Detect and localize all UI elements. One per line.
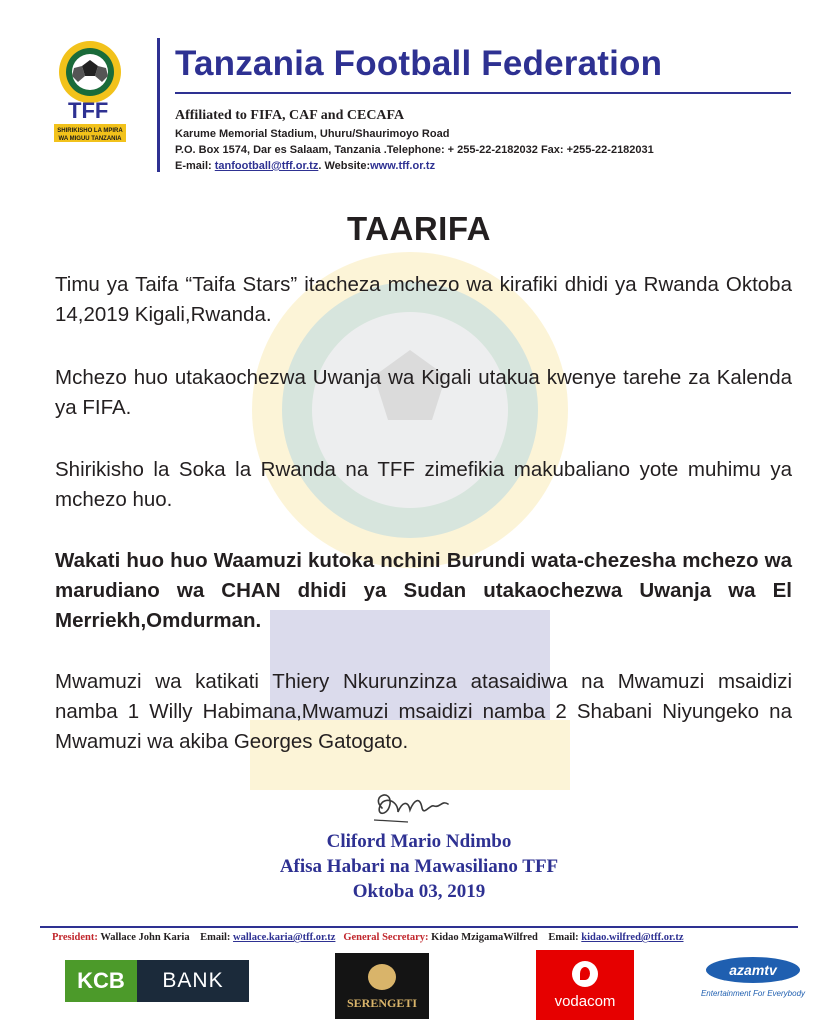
po-line: P.O. Box 1574, Dar es Salaam, Tanzania .Telephone: + 255-22-2182032 Fax: +255-22-2182031 <box>175 144 654 156</box>
president-email-label: Email: <box>200 932 231 943</box>
serengeti-text: SERENGETI <box>346 996 418 1010</box>
vodacom-logo <box>536 950 634 1020</box>
president-email-link[interactable]: wallace.karia@tff.or.tz <box>233 932 336 943</box>
org-name: Tanzania Football Federation <box>175 44 663 83</box>
logo-letters: TFF <box>68 98 109 123</box>
gs-name: Kidao MzigamaWilfred <box>431 932 538 943</box>
signatory-name: Cliford Mario Ndimbo <box>326 831 512 852</box>
leopard-icon <box>368 964 396 990</box>
website-label: . Website: <box>318 160 371 172</box>
document-title: TAARIFA <box>346 210 492 247</box>
kcb-bank-text: BANK <box>137 960 249 1002</box>
website-link[interactable]: www.tff.or.tz <box>370 160 436 172</box>
kcb-mark: KCB <box>65 960 137 1002</box>
serengeti-logo <box>335 953 429 1019</box>
paragraph-2: Mchezo huo utakaochezwa Uwanja wa Kigali utakua kwenye tarehe za Kalenda ya FIFA. <box>55 366 792 419</box>
title-rule <box>175 92 791 94</box>
gs-label: General Secretary: <box>343 932 429 943</box>
gs-email-link[interactable]: kidao.wilfred@tff.or.tz <box>581 932 684 943</box>
document-date: Oktoba 03, 2019 <box>352 881 486 902</box>
president-name: Wallace John Karia <box>100 932 190 943</box>
email-label: E-mail: <box>175 160 212 172</box>
address-line: Karume Memorial Stadium, Uhuru/Shaurimoyo Road <box>175 128 450 140</box>
vodacom-speechmark-icon <box>572 961 598 987</box>
logo-banner-line1: SHIRIKISHO LA MPIRA <box>57 128 123 134</box>
paragraph-4: Wakati huo huo Waamuzi kutoka nchini Burundi wata-chezesha mchezo wa marudiano wa CHAN dhidi ya Sudan utakaochezwa Uwanja wa El Merriekh,Omdurman. <box>55 549 792 632</box>
azam-tv-logo <box>688 957 818 1003</box>
email-link[interactable]: tanfootball@tff.or.tz <box>214 160 319 172</box>
footer-rule <box>40 926 798 928</box>
azam-tagline: Entertainment For Everybody <box>700 989 806 998</box>
azam-tv-text: azamtv <box>706 957 800 983</box>
gs-email-label: Email: <box>548 932 579 943</box>
vodacom-text: vodacom <box>554 992 616 1010</box>
paragraph-1: Timu ya Taifa “Taifa Stars” itacheza mchezo wa kirafiki dhidi ya Rwanda Oktoba 14,2019 Kigali,Rwanda. <box>55 273 792 326</box>
header-divider <box>157 38 160 172</box>
president-label: President: <box>52 932 98 943</box>
logo-banner-line2: WA MIGUU TANZANIA <box>58 136 122 142</box>
kcb-bank-logo <box>65 960 249 1002</box>
footer-contacts <box>52 932 684 943</box>
contact-line <box>175 160 435 172</box>
paragraph-5: Mwamuzi wa katikati Thiery Nkurunzinza atasaidiwa na Mwamuzi msaidizi namba 1 Willy Habimana,Mwamuzi msaidizi namba 2 Shabani Niyungeko na Mwamuzi wa akiba Georges Gatogato. <box>55 670 792 753</box>
affiliation: Affiliated to FIFA, CAF and CECAFA <box>175 108 405 123</box>
signatory-title: Afisa Habari na Mawasiliano TFF <box>279 856 559 877</box>
paragraph-3: Shirikisho la Soka la Rwanda na TFF zimefikia makubaliano yote muhimu ya mchezo huo. <box>55 458 792 511</box>
tff-logo <box>50 38 130 146</box>
signature <box>368 786 458 826</box>
